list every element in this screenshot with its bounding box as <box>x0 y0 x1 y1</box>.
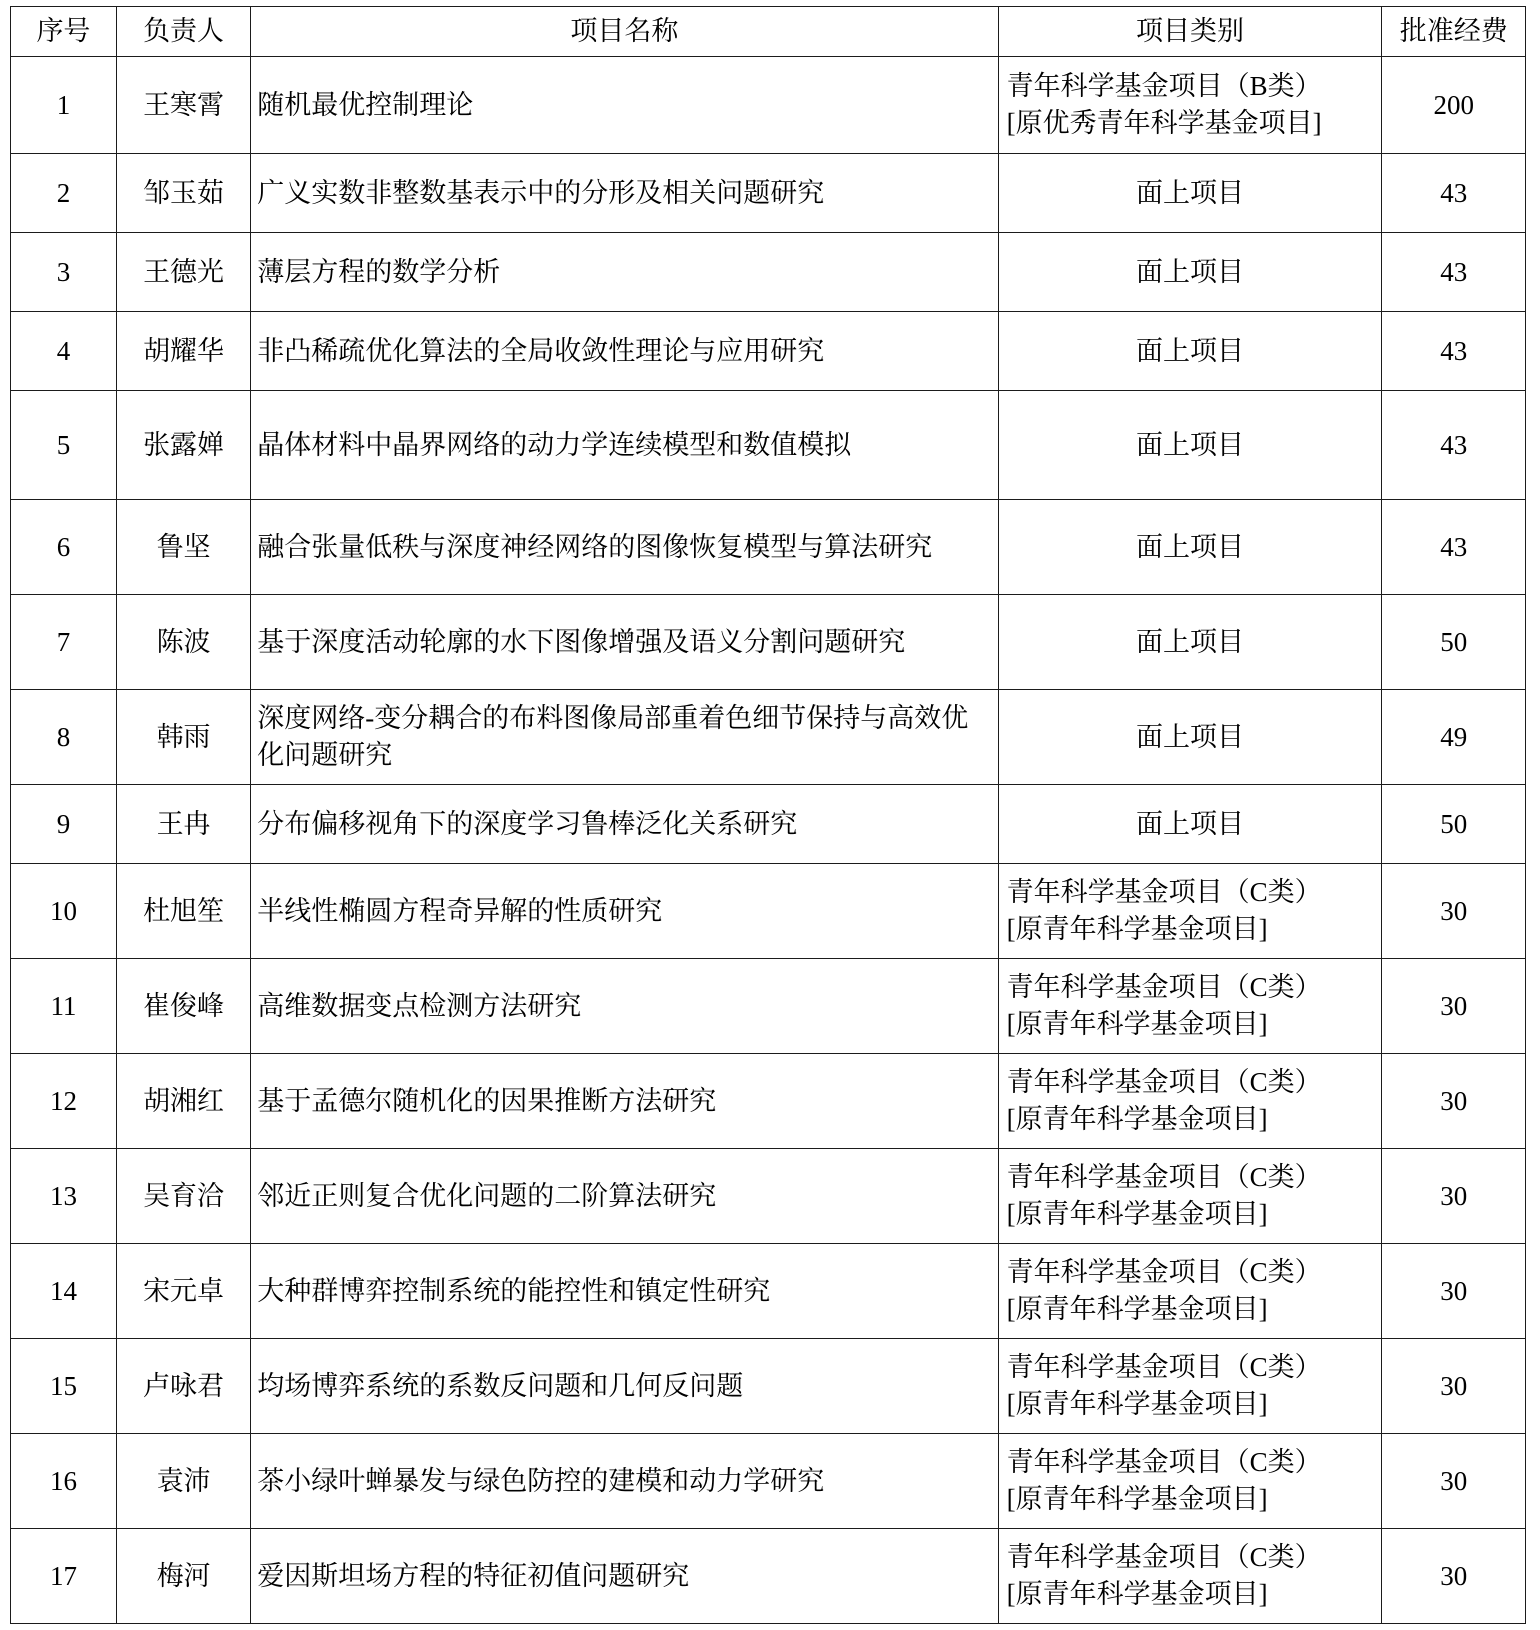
cell-person: 杜旭笙 <box>116 864 250 959</box>
cell-project-type-line2: [原青年科学基金项目] <box>1006 1579 1268 1610</box>
cell-project-type-line2: [原青年科学基金项目] <box>1006 1294 1268 1325</box>
cell-project-type: 面上项目 <box>998 500 1382 595</box>
table-header <box>11 7 1526 57</box>
cell-funding: 43 <box>1382 312 1526 391</box>
cell-seq: 1 <box>11 57 117 154</box>
cell-project-type: 面上项目 <box>998 391 1382 500</box>
cell-funding: 49 <box>1382 690 1526 785</box>
cell-project-type-line1: 青年科学基金项目（B类） <box>1006 71 1322 101</box>
cell-person: 王德光 <box>116 233 250 312</box>
cell-funding: 43 <box>1382 500 1526 595</box>
cell-project-name: 大种群博弈控制系统的能控性和镇定性研究 <box>251 1244 998 1339</box>
cell-project-name: 广义实数非整数基表示中的分形及相关问题研究 <box>251 154 998 233</box>
table-row <box>11 233 1526 312</box>
cell-seq: 10 <box>11 864 117 959</box>
cell-funding: 50 <box>1382 785 1526 864</box>
cell-seq: 17 <box>11 1529 117 1624</box>
cell-funding: 200 <box>1382 57 1526 154</box>
cell-person: 袁沛 <box>116 1434 250 1529</box>
cell-project-type <box>998 1339 1382 1434</box>
cell-project-type-line2: [原青年科学基金项目] <box>1006 1199 1268 1230</box>
cell-project-type: 面上项目 <box>998 595 1382 690</box>
cell-person: 鲁坚 <box>116 500 250 595</box>
cell-project-name: 邻近正则复合优化问题的二阶算法研究 <box>251 1149 998 1244</box>
cell-project-type <box>998 1434 1382 1529</box>
cell-project-type-line1: 青年科学基金项目（C类） <box>1006 1542 1322 1572</box>
table-row <box>11 1339 1526 1434</box>
cell-funding: 30 <box>1382 1054 1526 1149</box>
table-row <box>11 312 1526 391</box>
table-row <box>11 500 1526 595</box>
cell-project-name: 融合张量低秩与深度神经网络的图像恢复模型与算法研究 <box>251 500 998 595</box>
cell-seq: 4 <box>11 312 117 391</box>
column-header-project-name: 项目名称 <box>251 7 998 57</box>
table-row <box>11 595 1526 690</box>
cell-seq: 8 <box>11 690 117 785</box>
cell-seq: 6 <box>11 500 117 595</box>
cell-project-type: 面上项目 <box>998 312 1382 391</box>
cell-project-type <box>998 1054 1382 1149</box>
cell-funding: 43 <box>1382 154 1526 233</box>
cell-funding: 30 <box>1382 1244 1526 1339</box>
cell-seq: 9 <box>11 785 117 864</box>
table-row <box>11 1244 1526 1339</box>
table-row <box>11 154 1526 233</box>
cell-funding: 43 <box>1382 233 1526 312</box>
cell-project-type <box>998 959 1382 1054</box>
cell-project-type-line2: [原青年科学基金项目] <box>1006 1104 1268 1135</box>
table-row <box>11 1054 1526 1149</box>
cell-person: 宋元卓 <box>116 1244 250 1339</box>
cell-project-type-line2: [原青年科学基金项目] <box>1006 1389 1268 1420</box>
cell-seq: 14 <box>11 1244 117 1339</box>
cell-person: 梅河 <box>116 1529 250 1624</box>
cell-person: 邹玉茹 <box>116 154 250 233</box>
table-row <box>11 1434 1526 1529</box>
cell-seq: 5 <box>11 391 117 500</box>
cell-person: 韩雨 <box>116 690 250 785</box>
cell-person: 胡耀华 <box>116 312 250 391</box>
cell-seq: 2 <box>11 154 117 233</box>
table-header-row <box>11 7 1526 57</box>
table-row <box>11 1529 1526 1624</box>
cell-funding: 30 <box>1382 959 1526 1054</box>
cell-project-type-line2: [原青年科学基金项目] <box>1006 1484 1268 1515</box>
cell-project-type-line1: 青年科学基金项目（C类） <box>1006 877 1322 907</box>
cell-project-name: 爱因斯坦场方程的特征初值问题研究 <box>251 1529 998 1624</box>
cell-project-name: 薄层方程的数学分析 <box>251 233 998 312</box>
cell-project-type-line1: 青年科学基金项目（C类） <box>1006 972 1322 1002</box>
cell-project-type: 面上项目 <box>998 690 1382 785</box>
cell-project-type <box>998 57 1382 154</box>
cell-project-name: 非凸稀疏优化算法的全局收敛性理论与应用研究 <box>251 312 998 391</box>
table-row <box>11 959 1526 1054</box>
cell-seq: 7 <box>11 595 117 690</box>
column-header-approved-funding: 批准经费 <box>1382 7 1526 57</box>
cell-project-type: 面上项目 <box>998 785 1382 864</box>
cell-funding: 50 <box>1382 595 1526 690</box>
cell-project-type-line1: 青年科学基金项目（C类） <box>1006 1162 1322 1192</box>
cell-project-name: 晶体材料中晶界网络的动力学连续模型和数值模拟 <box>251 391 998 500</box>
table-body <box>11 57 1526 1624</box>
column-header-seq: 序号 <box>11 7 117 57</box>
table-row <box>11 57 1526 154</box>
cell-seq: 16 <box>11 1434 117 1529</box>
cell-person: 崔俊峰 <box>116 959 250 1054</box>
table-row <box>11 1149 1526 1244</box>
cell-seq: 15 <box>11 1339 117 1434</box>
cell-project-type <box>998 1244 1382 1339</box>
cell-funding: 30 <box>1382 1339 1526 1434</box>
column-header-person: 负责人 <box>116 7 250 57</box>
cell-seq: 13 <box>11 1149 117 1244</box>
cell-project-type: 面上项目 <box>998 154 1382 233</box>
cell-funding: 30 <box>1382 1149 1526 1244</box>
cell-person: 陈波 <box>116 595 250 690</box>
cell-seq: 11 <box>11 959 117 1054</box>
cell-seq: 12 <box>11 1054 117 1149</box>
cell-project-name: 半线性椭圆方程奇异解的性质研究 <box>251 864 998 959</box>
cell-project-type-line1: 青年科学基金项目（C类） <box>1006 1447 1322 1477</box>
cell-person: 王冉 <box>116 785 250 864</box>
cell-funding: 30 <box>1382 1529 1526 1624</box>
cell-project-name: 基于孟德尔随机化的因果推断方法研究 <box>251 1054 998 1149</box>
table-row <box>11 690 1526 785</box>
cell-project-type-line1: 青年科学基金项目（C类） <box>1006 1352 1322 1382</box>
cell-project-name: 深度网络-变分耦合的布料图像局部重着色细节保持与高效优化问题研究 <box>251 690 998 785</box>
cell-person: 吴育洽 <box>116 1149 250 1244</box>
cell-project-type <box>998 864 1382 959</box>
cell-person: 张露婵 <box>116 391 250 500</box>
cell-project-name: 均场博弈系统的系数反问题和几何反问题 <box>251 1339 998 1434</box>
cell-project-type <box>998 1529 1382 1624</box>
cell-seq: 3 <box>11 233 117 312</box>
grant-projects-table <box>10 6 1526 1624</box>
cell-project-type-line2: [原优秀青年科学基金项目] <box>1006 108 1322 139</box>
cell-project-type-line1: 青年科学基金项目（C类） <box>1006 1067 1322 1097</box>
cell-person: 王寒霄 <box>116 57 250 154</box>
cell-project-name: 茶小绿叶蝉暴发与绿色防控的建模和动力学研究 <box>251 1434 998 1529</box>
cell-funding: 30 <box>1382 1434 1526 1529</box>
table-row <box>11 864 1526 959</box>
table-row <box>11 391 1526 500</box>
cell-project-type-line2: [原青年科学基金项目] <box>1006 1009 1268 1040</box>
cell-project-type-line2: [原青年科学基金项目] <box>1006 914 1268 945</box>
cell-funding: 43 <box>1382 391 1526 500</box>
cell-project-name: 高维数据变点检测方法研究 <box>251 959 998 1054</box>
cell-project-type-line1: 青年科学基金项目（C类） <box>1006 1257 1322 1287</box>
table-row <box>11 785 1526 864</box>
cell-project-name: 基于深度活动轮廓的水下图像增强及语义分割问题研究 <box>251 595 998 690</box>
cell-project-name: 分布偏移视角下的深度学习鲁棒泛化关系研究 <box>251 785 998 864</box>
cell-project-type: 面上项目 <box>998 233 1382 312</box>
column-header-project-type: 项目类别 <box>998 7 1382 57</box>
cell-project-type <box>998 1149 1382 1244</box>
cell-person: 胡湘红 <box>116 1054 250 1149</box>
cell-project-name: 随机最优控制理论 <box>251 57 998 154</box>
cell-funding: 30 <box>1382 864 1526 959</box>
cell-person: 卢咏君 <box>116 1339 250 1434</box>
